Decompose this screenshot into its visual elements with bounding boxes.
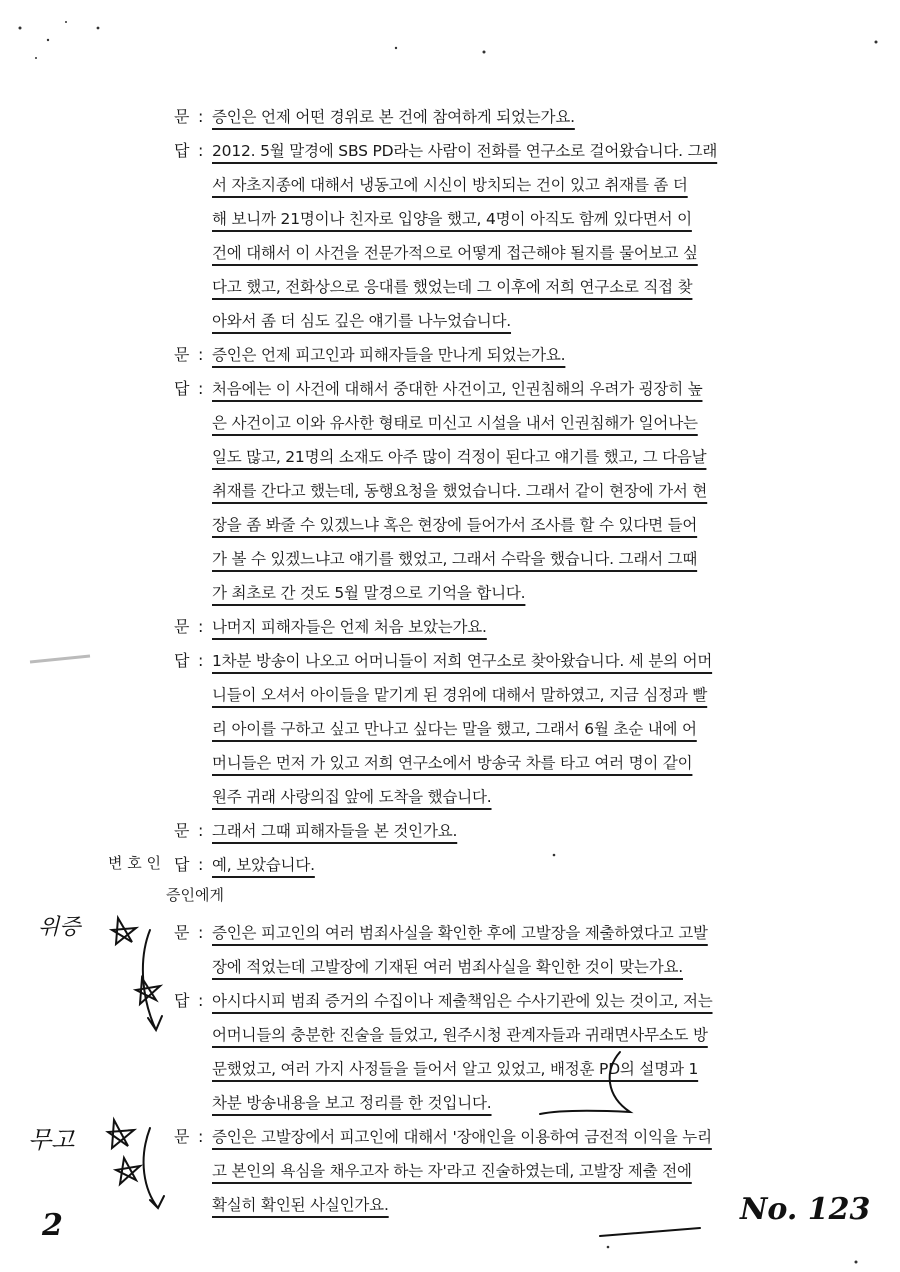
text-line: 증인은 피고인의 여러 범죄사실을 확인한 후에 고발장을 제출하였다고 고발 xyxy=(212,924,708,942)
text-line: 예, 보았습니다. xyxy=(212,856,315,874)
text-line: 리 아이를 구하고 싶고 만나고 싶다는 말을 했고, 그래서 6월 초순 내에 어 xyxy=(212,720,697,738)
text-line: 장을 좀 봐줄 수 있겠느냐 혹은 현장에 들어가서 조사를 할 수 있다면 들어 xyxy=(212,516,698,534)
answer-marker: 답 xyxy=(174,141,190,160)
text-line: 가 볼 수 있겠느냐고 얘기를 했었고, 그래서 수락을 했습니다. 그래서 그때 xyxy=(212,550,698,568)
answer-marker: 답 xyxy=(174,651,190,670)
scribble-star-1 xyxy=(112,918,136,944)
question-marker: 문 xyxy=(174,617,190,636)
question-marker: 문 xyxy=(174,821,190,840)
question-marker: 문 xyxy=(174,923,190,942)
scribble-star-4 xyxy=(116,1158,140,1184)
text-line: 장에 적었는데 고발장에 기재된 여러 범죄사실을 확인한 것이 맞는가요. xyxy=(212,958,683,976)
underline-hw-page xyxy=(600,1228,700,1236)
question-marker: 문 xyxy=(174,107,190,126)
question-marker: 문 xyxy=(174,345,190,364)
text-line: 2012. 5월 말경에 SBS PD라는 사람이 전화를 연구소로 걸어왔습니다. 그래 xyxy=(212,142,718,160)
answer-marker: 답 xyxy=(174,991,190,1010)
text-line: 증인은 언제 어떤 경위로 본 건에 참여하게 되었는가요. xyxy=(212,108,575,126)
text-line: 서 자초지종에 대해서 냉동고에 시신이 방치되는 건이 있고 취재를 좀 더 xyxy=(212,176,688,194)
marker-colon: : xyxy=(198,141,204,160)
text-line: 은 사건이고 이와 유사한 형태로 미신고 시설을 내서 인권침해가 일어나는 xyxy=(212,414,698,432)
text-line: 나머지 피해자들은 언제 처음 보았는가요. xyxy=(212,618,487,636)
text-line: 증인은 고발장에서 피고인에 대해서 '장애인을 이용하여 금전적 이익을 누리 xyxy=(212,1128,712,1146)
answer-marker: 답 xyxy=(174,855,190,874)
handwritten-corner-number: 2 xyxy=(42,1208,63,1243)
marker-colon: : xyxy=(198,991,204,1010)
handwritten-page-number: No. 123 xyxy=(740,1192,871,1227)
marker-colon: : xyxy=(198,821,204,840)
marker-colon: : xyxy=(198,345,204,364)
text-line: 가 최초로 간 것도 5월 말경으로 기억을 합니다. xyxy=(212,584,526,602)
text-line: 차분 방송내용을 보고 정리를 한 것입니다. xyxy=(212,1094,492,1112)
marker-colon: : xyxy=(198,107,204,126)
text-line: 원주 귀래 사랑의집 앞에 도착을 했습니다. xyxy=(212,788,492,806)
text-line: 문했었고, 여러 가지 사정들을 들어서 알고 있었고, 배정훈 PD의 설명과 1 xyxy=(212,1060,699,1078)
marker-colon: : xyxy=(198,923,204,942)
answer-marker: 답 xyxy=(174,379,190,398)
text-line: 일도 많고, 21명의 소재도 아주 많이 걱정이 된다고 얘기를 했고, 그 다음날 xyxy=(212,448,707,466)
scribble-star-3 xyxy=(108,1120,134,1148)
handwritten-margin-note-false-accusation: 무고 xyxy=(28,1126,75,1154)
text-line: 해 보니까 21명이나 친자로 입양을 했고, 4명이 아직도 함께 있다면서 이 xyxy=(212,210,692,228)
text-line: 아와서 좀 더 심도 깊은 얘기를 나누었습니다. xyxy=(212,312,512,330)
question-marker: 문 xyxy=(174,1127,190,1146)
text-line: 증인은 언제 피고인과 피해자들을 만나게 되었는가요. xyxy=(212,346,566,364)
bracket-mark xyxy=(540,1052,630,1114)
text-line: 처음에는 이 사건에 대해서 중대한 사건이고, 인권침해의 우려가 굉장히 높 xyxy=(212,380,703,398)
scribble-star-2 xyxy=(136,978,160,1004)
text-line: 확실히 확인된 사실인가요. xyxy=(212,1196,389,1214)
text-line: 건에 대해서 이 사건을 전문가적으로 어떻게 접근해야 될지를 물어보고 싶 xyxy=(212,244,698,262)
text-line: 아시다시피 범죄 증거의 수집이나 제출책임은 수사기관에 있는 것이고, 저는 xyxy=(212,992,713,1010)
marker-colon: : xyxy=(198,1127,204,1146)
text-line: 1차분 방송이 나오고 어머니들이 저희 연구소로 찾아왔습니다. 세 분의 어머 xyxy=(212,652,713,670)
marker-colon: : xyxy=(198,617,204,636)
text-line: 다고 했고, 전화상으로 응대를 했었는데 그 이후에 저희 연구소로 직접 찾 xyxy=(212,278,693,296)
text-line: 니들이 오셔서 아이들을 맡기게 된 경위에 대해서 말하였고, 지금 심정과 빨 xyxy=(212,686,708,704)
addressee-label: 증인에게 xyxy=(166,886,224,904)
text-line: 그래서 그때 피해자들을 본 것인가요. xyxy=(212,822,458,840)
handwritten-margin-note-perjury: 위증 xyxy=(38,915,81,940)
text-line: 고 본인의 욕심을 채우고자 하는 자'라고 진술하였는데, 고발장 제출 전에 xyxy=(212,1162,692,1180)
text-line: 머니들은 먼저 가 있고 저희 연구소에서 방송국 차를 타고 여러 명이 같이 xyxy=(212,754,693,772)
text-line: 어머니들의 충분한 진술을 들었고, 원주시청 관계자들과 귀래면사무소도 방 xyxy=(212,1026,708,1044)
marker-colon: : xyxy=(198,855,204,874)
section-title-defense-counsel: 변 호 인 xyxy=(108,854,162,872)
marker-colon: : xyxy=(198,379,204,398)
marker-colon: : xyxy=(198,651,204,670)
arrow-q2 xyxy=(144,1128,164,1208)
arrow-q1 xyxy=(143,930,162,1030)
text-line: 취재를 간다고 했는데, 동행요청을 했었습니다. 그래서 같이 현장에 가서 현 xyxy=(212,482,708,500)
